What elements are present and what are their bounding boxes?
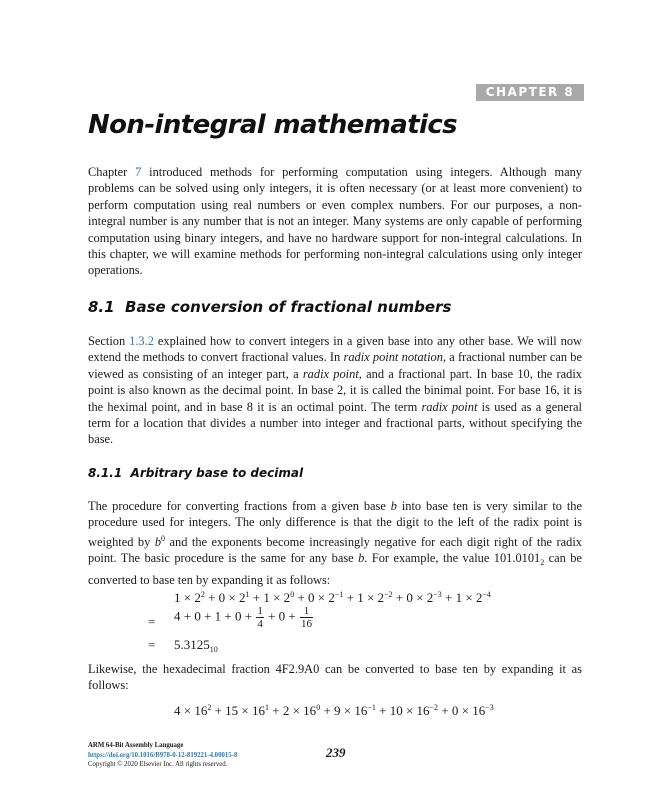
fraction-one-sixteenth: $\frac{1}{16}$ (301, 605, 312, 630)
section-heading (88, 298, 451, 316)
chapter-label: CHAPTER 8 (476, 84, 584, 101)
equals-sign: = (148, 637, 156, 652)
doi-link[interactable]: https://doi.org/10.1016/B978-0-12-819221-4.00015-8 (88, 751, 238, 759)
hex-paragraph: Likewise, the hexadecimal fraction 4F2.9A0 can be converted to base ten by expanding it as follows: (88, 662, 582, 693)
binary-expansion-line-2: 4 + 0 + 1 + 0 + $\frac{1}{4}$ + 0 + $\frac{1}{16}$ (174, 605, 312, 630)
subsection-title: Arbitrary base to decimal (130, 466, 304, 480)
chapter-title: Non-integral mathematics (88, 110, 458, 140)
section-number: 8.1 (88, 298, 115, 316)
copyright: Copyright © 2020 Elsevier Inc. All rights reserved. (88, 761, 228, 768)
chapter-7-link[interactable]: 7 (135, 165, 142, 179)
book-title: ARM 64-Bit Assembly Language (88, 742, 184, 749)
section-title: Base conversion of fractional numbers (125, 298, 452, 316)
intro-paragraph: Chapter 7 introduced methods for performing computation using integers. Although many problems can be solved using only integers, it is often necessary (or at least more convenient) to perform computation using real numbers or even complex numbers. For our purposes, a non-integral number is any number that is not an integer. Many systems are only capable of performing computation using binary integers, and have no hardware support for non-integral calculations. In this chapter, we will examine methods for performing non-integral calculations using only integer operations. (88, 165, 582, 278)
page-number: 239 (326, 745, 346, 760)
hex-expansion-line: $4 \times 16^2 + 15 \times 16^1 + 2 \times 16^0 + 9 \times 16^{-1} + 10 \times 16^{-2} + 0 \times 16^{-3}$ (174, 703, 494, 718)
subsection-paragraph: The procedure for converting fractions from a given base b into base ten is very similar to the procedure used for integers. The only difference is that the digit to the left of the radix point is weighted by $b^0$ and the exponents become increasingly negative for each digit right of the radix point. The basic procedure is the same for any base b. For example, the value $101.0101_2$ can be converted to base ten by expanding it as follows: (88, 499, 582, 587)
binary-result: $5.3125_{10}$ (174, 637, 218, 654)
equals-sign: = (148, 614, 156, 629)
footer (88, 741, 237, 770)
fraction-one-quarter: $\frac{1}{4}$ (257, 605, 263, 630)
section-1-3-2-link[interactable]: 1.3.2 (129, 334, 154, 348)
binary-expansion-line-1: $1 \times 2^2 + 0 \times 2^1 + 1 \times 2^0 + 0 \times 2^{-1} + 1 \times 2^{-2} + 0 \times 2^{-3} + 1 \times 2^{-4}$ (174, 590, 491, 605)
subsection-number: 8.1.1 (88, 466, 123, 480)
section-paragraph: Section 1.3.2 explained how to convert integers in a given base into any other base. We will now extend the methods to convert fractional values. In radix point notation, a fractional number can be viewed as consisting of an integer part, a radix point, and a fractional part. In base 10, the radix point is also known as the decimal point. In base 2, it is called the binimal point. For base 16, it is the heximal point, and in base 8 it is an octimal point. The term radix point is used as a general term for a location that divides a number into integer and fractional parts, without specifying the base. (88, 334, 583, 447)
subsection-heading (88, 466, 303, 480)
